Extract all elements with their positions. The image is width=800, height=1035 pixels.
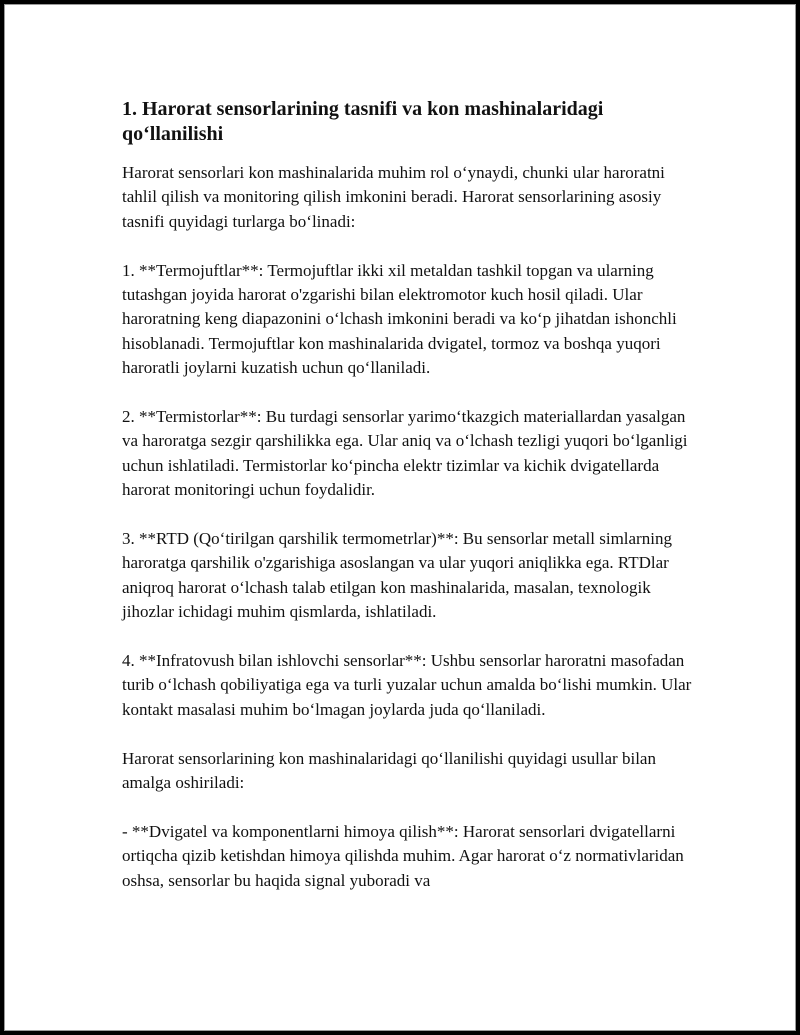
infrared-sensor-paragraph: 4. **Infratovush bilan ishlovchi sensorlar**: Ushbu sensorlar haroratni masofadan turib o‘lchash qobiliyatiga ega va turli yuzalar uchun amalda bo‘lishi mumkin. Ular kontakt masalasi muhim bo‘lmagan joylarda juda qo‘llaniladi. <box>122 651 692 719</box>
termocouple-paragraph: 1. **Termojuftlar**: Termojuftlar ikki xil metaldan tashkil topgan va ularning tutashgan joyida harorat o'zgarishi bilan elektromotor kuch hosil qiladi. Ular haroratning keng diapazonini o‘lchash imkonini beradi va ko‘p jihatdan ishonchli hisoblanadi. Termojuftlar kon mashinalarida dvigatel, tormoz va boshqa yuqori haroratli joylarni kuzatish uchun qo‘llaniladi. <box>122 260 677 378</box>
rtd-paragraph: 3. **RTD (Qo‘tirilgan qarshilik termometrlar)**: Bu sensorlar metall simlarning haroratga qarshilik o'zgarishiga asoslangan va ular yuqori aniqlikka ega. RTDlar aniqroq harorat o‘lchash talab etilgan kon mashinalarida, masalan, texnologik jihozlar ichidagi muhim qismlarda, ishlatiladi. <box>122 529 672 622</box>
application-intro-paragraph: Harorat sensorlarining kon mashinalaridagi qo‘llanilishi quyidagi usullar bilan amalga oshiriladi: <box>122 748 656 793</box>
thermistor-paragraph: 2. **Termistorlar**: Bu turdagi sensorlar yarimo‘tkazgich materiallardan yasalgan va haroratga sezgir qarshilikka ega. Ular aniq va o‘lchash tezligi yuqori bo‘lganligi uchun ishlatiladi. Termistorlar ko‘pincha elektr tizimlar va kichik dvigatellarda harorat monitoringi uchun foydalidir. <box>122 407 688 500</box>
engine-protection-paragraph: - **Dvigatel va komponentlarni himoya qilish**: Harorat sensorlari dvigatellarni ortiqcha qizib ketishdan himoya qilishda muhim. Agar harorat o‘z normativlaridan oshsa, sensorlar bu haqida signal yuboradi va <box>122 821 684 890</box>
intro-paragraph: Harorat sensorlari kon mashinalarida muhim rol o‘ynaydi, chunki ular haroratni tahlil qilish va monitoring qilish imkonini beradi. Harorat sensorlarining asosiy tasnifi quyidagi turlarga bo‘linadi: <box>122 163 665 231</box>
document-body <box>122 97 692 917</box>
document-title: 1. Harorat sensorlarining tasnifi va kon mashinalaridagi qo‘llanilishi <box>122 98 604 145</box>
